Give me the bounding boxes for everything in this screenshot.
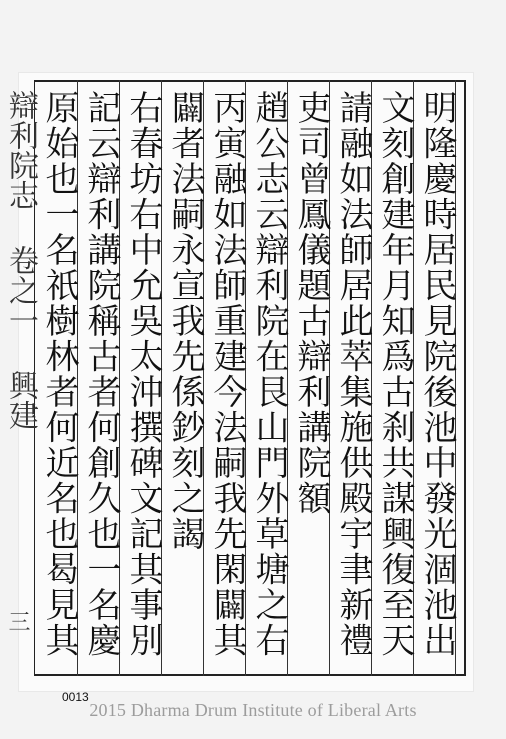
text-column: 記云辯利講院稱古者何創久也一名慶 — [81, 90, 121, 658]
text-column: 闢者法嗣永宣我先係鈔刻之謁 — [165, 90, 205, 552]
text-column: 明隆慶時居民見院後池中發光涸池出 — [417, 90, 457, 658]
text-column: 丙寅融如法師重建今法嗣我先閑闢其 — [207, 90, 247, 658]
watermark: 2015 Dharma Drum Institute of Liberal Arts — [89, 700, 417, 720]
text-column: 原始也一名祇樹林者何近名也曷見其 — [39, 90, 79, 658]
margin-page-number: 三 — [5, 610, 30, 632]
text-column: 右春坊右中允吳太沖撰碑文記其事別 — [123, 90, 163, 658]
text-column: 文刻創建年月知爲古刹共謀興復至天 — [375, 90, 415, 658]
text-column: 吏司曾鳳儀題古辯利講院額 — [291, 90, 331, 516]
margin-title: 辯利院志 卷之一 興建 — [3, 90, 38, 430]
text-column: 趙公志云辯利院在艮山門外草塘之右 — [249, 90, 289, 658]
page-code: 0013 — [62, 690, 89, 704]
text-column: 請融如法師居此萃集施供殿宇聿新禮 — [333, 90, 373, 658]
